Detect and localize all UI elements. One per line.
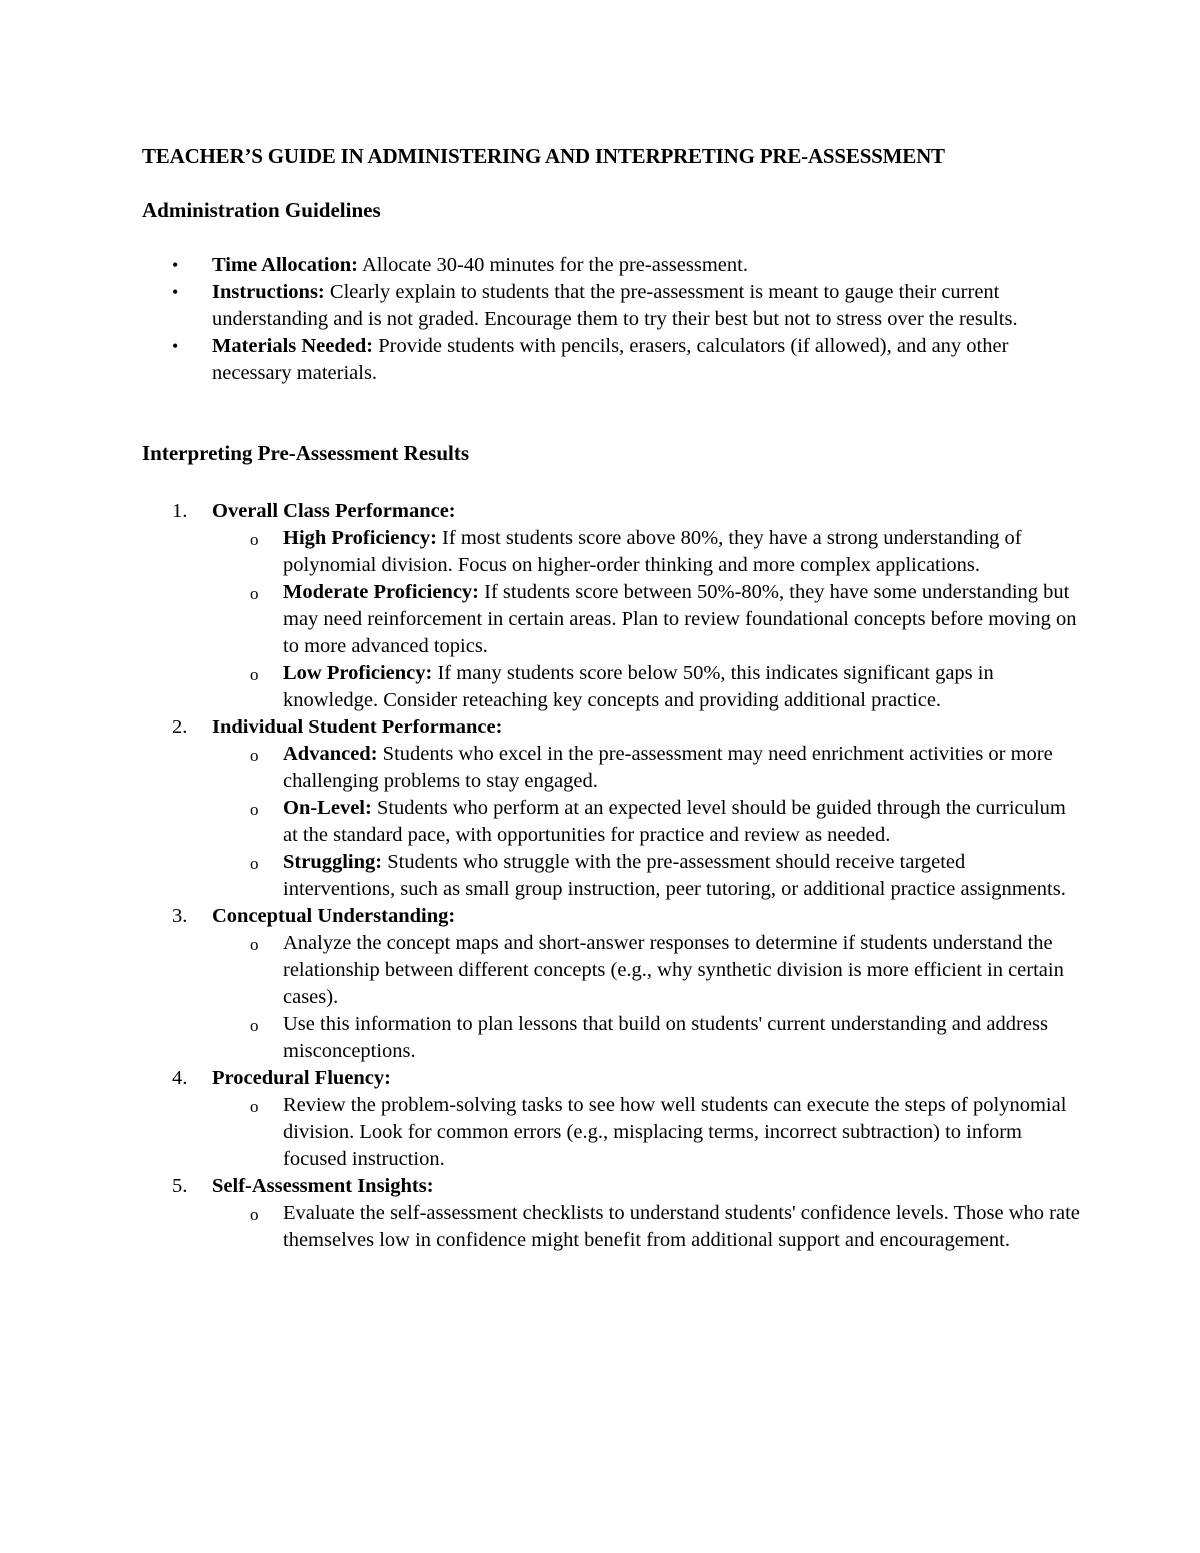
section-title: Conceptual Understanding: (212, 905, 456, 927)
item-text: Clearly explain to students that the pre-assessment is meant to gauge their current understanding and is not graded. Encourage them to try their best but not to stress over the results. (212, 281, 1018, 330)
list-item (212, 849, 1082, 903)
sub-list (212, 1200, 1082, 1254)
section-title: Procedural Fluency: (212, 1067, 391, 1089)
list-item (212, 1200, 1082, 1254)
circle-bullet-icon: o (250, 935, 259, 954)
section-number: 1. (172, 500, 188, 522)
list-item (212, 741, 1082, 795)
item-text: Allocate 30-40 minutes for the pre-assessment. (357, 254, 748, 276)
list-item (142, 279, 1082, 333)
list-item (212, 579, 1082, 660)
item-text: Evaluate the self-assessment checklists to understand students' confidence levels. Those who rate themselves low in confidence might benefit from additional support and encouragement. (283, 1202, 1080, 1251)
list-item (212, 930, 1082, 1011)
document-title: TEACHER’S GUIDE IN ADMINISTERING AND INTERPRETING PRE-ASSESSMENT (142, 144, 945, 168)
list-item (212, 1092, 1082, 1173)
interpretation-sections-list (142, 498, 1082, 1254)
circle-bullet-icon: o (250, 1016, 259, 1035)
section-number: 3. (172, 905, 188, 927)
list-item (212, 525, 1082, 579)
item-text: Students who struggle with the pre-assessment should receive targeted interventions, such as small group instruction, peer tutoring, or additional practice assignments. (283, 851, 1066, 900)
numbered-section (142, 1173, 1082, 1254)
section-title: Individual Student Performance: (212, 716, 503, 738)
list-item (212, 660, 1082, 714)
section-number: 4. (172, 1067, 188, 1089)
section-number: 5. (172, 1175, 188, 1197)
circle-bullet-icon: o (250, 665, 259, 684)
numbered-section (142, 903, 1082, 1065)
numbered-section (142, 1065, 1082, 1173)
list-item (142, 333, 1082, 387)
item-label: Low Proficiency: (283, 662, 433, 684)
item-text: Students who perform at an expected level should be guided through the curriculum at the standard pace, with opportunities for practice and review as needed. (283, 797, 1066, 846)
item-text: If students score between 50%-80%, they have some understanding but may need reinforcement in certain areas. Plan to review foundational concepts before moving on to more advanced topics. (283, 581, 1077, 657)
sub-list (212, 930, 1082, 1065)
item-text: If most students score above 80%, they have a strong understanding of polynomial division. Focus on higher-order thinking and more complex applications. (283, 527, 1022, 576)
item-label: Advanced: (283, 743, 378, 765)
section-heading-administration: Administration Guidelines (142, 198, 381, 222)
circle-bullet-icon: o (250, 854, 259, 873)
circle-bullet-icon: o (250, 800, 259, 819)
list-item (212, 795, 1082, 849)
item-label: High Proficiency: (283, 527, 437, 549)
section-title: Self-Assessment Insights: (212, 1175, 434, 1197)
list-item (212, 1011, 1082, 1065)
item-text: Analyze the concept maps and short-answer responses to determine if students understand the relationship between different concepts (e.g., why synthetic division is more efficient in certain cases). (283, 932, 1064, 1008)
sub-list (212, 741, 1082, 903)
sub-list (212, 1092, 1082, 1173)
item-text: Students who excel in the pre-assessment may need enrichment activities or more challenging problems to stay engaged. (283, 743, 1053, 792)
item-label: Materials Needed: (212, 335, 374, 357)
section-number: 2. (172, 716, 188, 738)
item-text: Review the problem-solving tasks to see how well students can execute the steps of polynomial division. Look for common errors (e.g., misplacing terms, incorrect subtraction) to inform focused instruction. (283, 1094, 1067, 1170)
bullet-icon: • (172, 255, 179, 275)
item-text: Provide students with pencils, erasers, calculators (if allowed), and any other necessary materials. (212, 335, 1009, 384)
item-label: Instructions: (212, 281, 325, 303)
item-text: If many students score below 50%, this indicates significant gaps in knowledge. Consider reteaching key concepts and providing additional practice. (283, 662, 994, 711)
list-item (142, 252, 1082, 279)
item-label: Time Allocation: (212, 254, 358, 276)
sub-list (212, 525, 1082, 714)
section-title: Overall Class Performance: (212, 500, 456, 522)
item-label: Struggling: (283, 851, 383, 873)
item-text: Use this information to plan lessons that build on students' current understanding and address misconceptions. (283, 1013, 1048, 1062)
bullet-icon: • (172, 336, 179, 356)
section-heading-interpreting: Interpreting Pre-Assessment Results (142, 441, 470, 465)
bullet-icon: • (172, 282, 179, 302)
circle-bullet-icon: o (250, 584, 259, 603)
circle-bullet-icon: o (250, 1205, 259, 1224)
numbered-section (142, 714, 1082, 903)
circle-bullet-icon: o (250, 530, 259, 549)
numbered-section (142, 498, 1082, 714)
item-label: On-Level: (283, 797, 372, 819)
item-label: Moderate Proficiency: (283, 581, 479, 603)
circle-bullet-icon: o (250, 1097, 259, 1116)
circle-bullet-icon: o (250, 746, 259, 765)
administration-guidelines-list (142, 252, 1082, 387)
